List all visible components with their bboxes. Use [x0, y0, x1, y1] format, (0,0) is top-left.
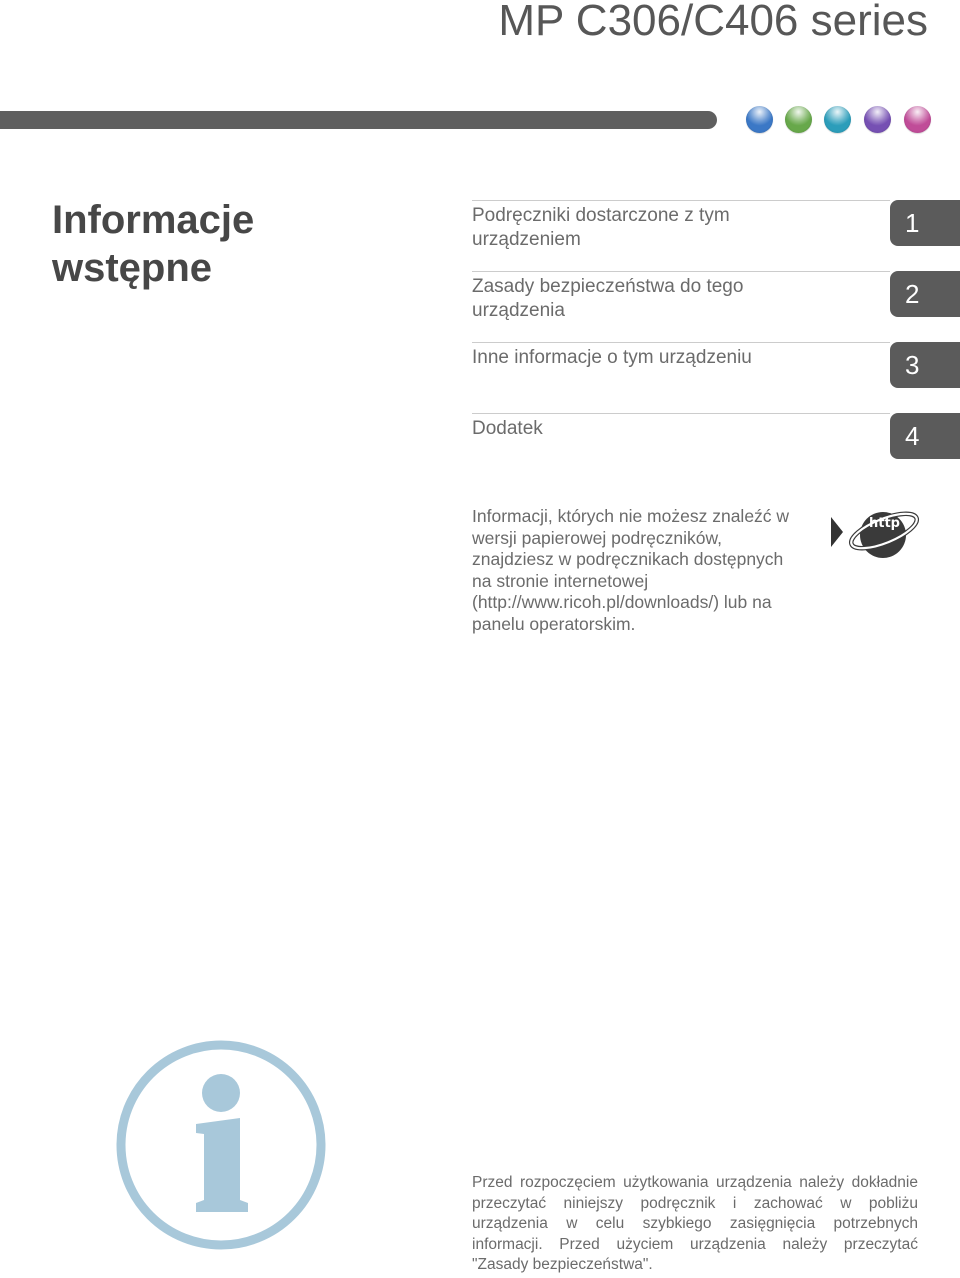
arrow-right-icon	[831, 517, 843, 547]
notice-line: "Zasady bezpieczeństwa".	[472, 1256, 653, 1274]
chapter-title-line: Zasady bezpieczeństwa do tego	[472, 276, 744, 297]
section-heading	[52, 196, 254, 292]
note-line: wersji papierowej podręczników,	[472, 527, 722, 548]
chapter-tab-2[interactable]	[890, 271, 960, 317]
notice-line: informacji. Przed użyciem urządzenia należy przeczytać	[472, 1235, 918, 1253]
online-manuals-note	[472, 506, 789, 636]
chapter-title	[472, 271, 890, 341]
header-bar	[0, 111, 717, 129]
chapter-item-1[interactable]	[472, 200, 960, 271]
chapter-tab-4[interactable]	[890, 413, 960, 459]
chapter-item-2[interactable]	[472, 271, 960, 342]
chapter-tab-1[interactable]	[890, 200, 960, 246]
color-dot-purple	[864, 106, 891, 133]
color-dot-green	[785, 106, 812, 133]
notice-line: Przed rozpoczęciem użytkowania urządzenia należy dokładnie	[472, 1174, 918, 1191]
chapter-title	[472, 342, 890, 412]
chapter-number: 3	[905, 350, 920, 380]
product-series-title: MP C306/C406 series	[498, 0, 928, 45]
chapter-number: 4	[905, 421, 920, 451]
color-dot-teal	[824, 106, 851, 133]
section-heading-line-1: Informacje	[52, 198, 255, 242]
chapter-title-line: Podręczniki dostarczone z tym	[472, 205, 730, 226]
chapter-title-line: urządzenia	[472, 300, 565, 321]
info-icon	[110, 1035, 332, 1257]
note-line: Informacji, których nie możesz znaleźć w	[472, 506, 790, 526]
notice-line: urządzenia w celu szybkiego zasięgnięcia potrzebnych	[472, 1215, 918, 1233]
chapter-list	[472, 200, 960, 484]
http-icon-label: http	[869, 516, 900, 531]
chapter-tab-3[interactable]	[890, 342, 960, 388]
section-heading-line-2: wstępne	[52, 246, 213, 290]
color-dot-pink	[904, 106, 931, 133]
chapter-number: 2	[905, 279, 920, 309]
chapter-title-line: Dodatek	[472, 418, 543, 439]
chapter-item-4[interactable]	[472, 413, 960, 484]
chapter-item-3[interactable]	[472, 342, 960, 413]
notice-line: przeczytać niniejszy podręcznik i zachować w pobliżu	[472, 1194, 918, 1212]
chapter-title	[472, 413, 890, 483]
note-line: znajdziesz w podręcznikach dostępnych	[472, 549, 784, 570]
note-line: panelu operatorskim.	[472, 613, 636, 634]
chapter-title-line: urządzeniem	[472, 229, 581, 250]
chapter-title	[472, 200, 890, 270]
info-icon-dot	[202, 1074, 240, 1112]
color-dot-blue	[746, 106, 773, 133]
chapter-number: 1	[905, 208, 920, 238]
chapter-title-line: Inne informacje o tym urządzeniu	[472, 347, 752, 368]
read-before-use-notice	[472, 1173, 918, 1276]
note-line: na stronie internetowej	[472, 570, 649, 591]
http-globe-icon	[826, 500, 922, 566]
info-icon-stem	[196, 1118, 248, 1212]
note-line-url: (http://www.ricoh.pl/downloads/) lub na	[472, 592, 772, 613]
